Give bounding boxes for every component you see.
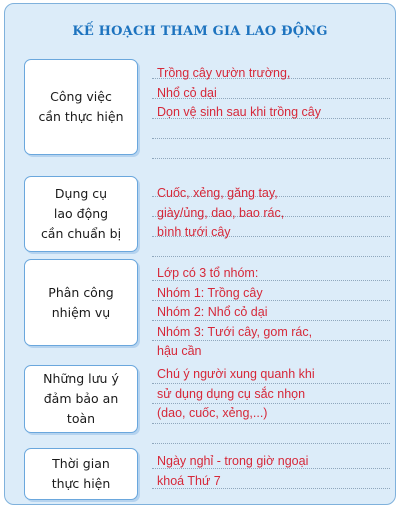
- label-line: lao động: [53, 206, 109, 221]
- label-line: cần chuẩn bị: [40, 226, 122, 241]
- row-label-safety: [24, 365, 138, 433]
- answer-line: Nhóm 3: Tưới cây, gom rác,: [157, 324, 313, 339]
- answer-line: Ngày nghỉ - trong giờ ngoại: [157, 454, 309, 468]
- answer-line: Cuốc, xẻng, găng tay,: [157, 186, 278, 200]
- answer-line: Lớp có 3 tổ nhóm:: [157, 266, 259, 280]
- label-line: Thời gian: [52, 456, 110, 471]
- label-line: nhiệm vụ: [51, 304, 111, 320]
- row-label-time: [24, 448, 138, 500]
- label-line: đảm bảo an toàn: [43, 391, 119, 426]
- answer-line: Nhóm 2: Nhổ cỏ dại: [157, 305, 268, 319]
- label-line: Những lưu ý: [43, 371, 119, 386]
- answer-line: hậu cần: [157, 344, 202, 358]
- answer-text-assignments: [157, 264, 389, 362]
- label-line: cần thực hiện: [38, 109, 124, 124]
- row-label-tools: [24, 176, 138, 252]
- label-line: Phân công: [48, 284, 114, 300]
- label-line: Công việc: [50, 89, 112, 104]
- label-line: Dụng cụ: [54, 186, 108, 201]
- answer-line: (dao, cuốc, xẻng,...): [157, 406, 268, 420]
- answer-text-tools: [157, 184, 389, 243]
- page-title: KẾ HOẠCH THAM GIA LAO ĐỘNG: [72, 24, 328, 39]
- answer-text-safety: [157, 365, 389, 424]
- answer-line: Nhóm 1: Trồng cây: [157, 285, 263, 300]
- answer-line: Chú ý người xung quanh khi: [157, 367, 315, 381]
- answer-line: giày/ủng, dao, bao rác,: [157, 205, 285, 220]
- answer-line: Nhổ cỏ dại: [157, 85, 217, 100]
- answer-line: sử dụng dụng cụ sắc nhọn: [157, 386, 306, 401]
- answer-line: khoá Thứ 7: [157, 473, 221, 488]
- answer-line: Dọn vệ sinh sau khi trồng cây: [157, 105, 321, 119]
- answer-text-time: [157, 452, 389, 491]
- row-label-assignments: [24, 259, 138, 346]
- label-line: thực hiện: [51, 476, 111, 491]
- worksheet-panel: [4, 3, 396, 505]
- answer-line: bình tưới cây: [157, 225, 231, 239]
- answer-text-tasks: [157, 64, 389, 123]
- row-label-tasks: [24, 59, 138, 155]
- answer-line: Trồng cây vườn trường,: [157, 66, 291, 80]
